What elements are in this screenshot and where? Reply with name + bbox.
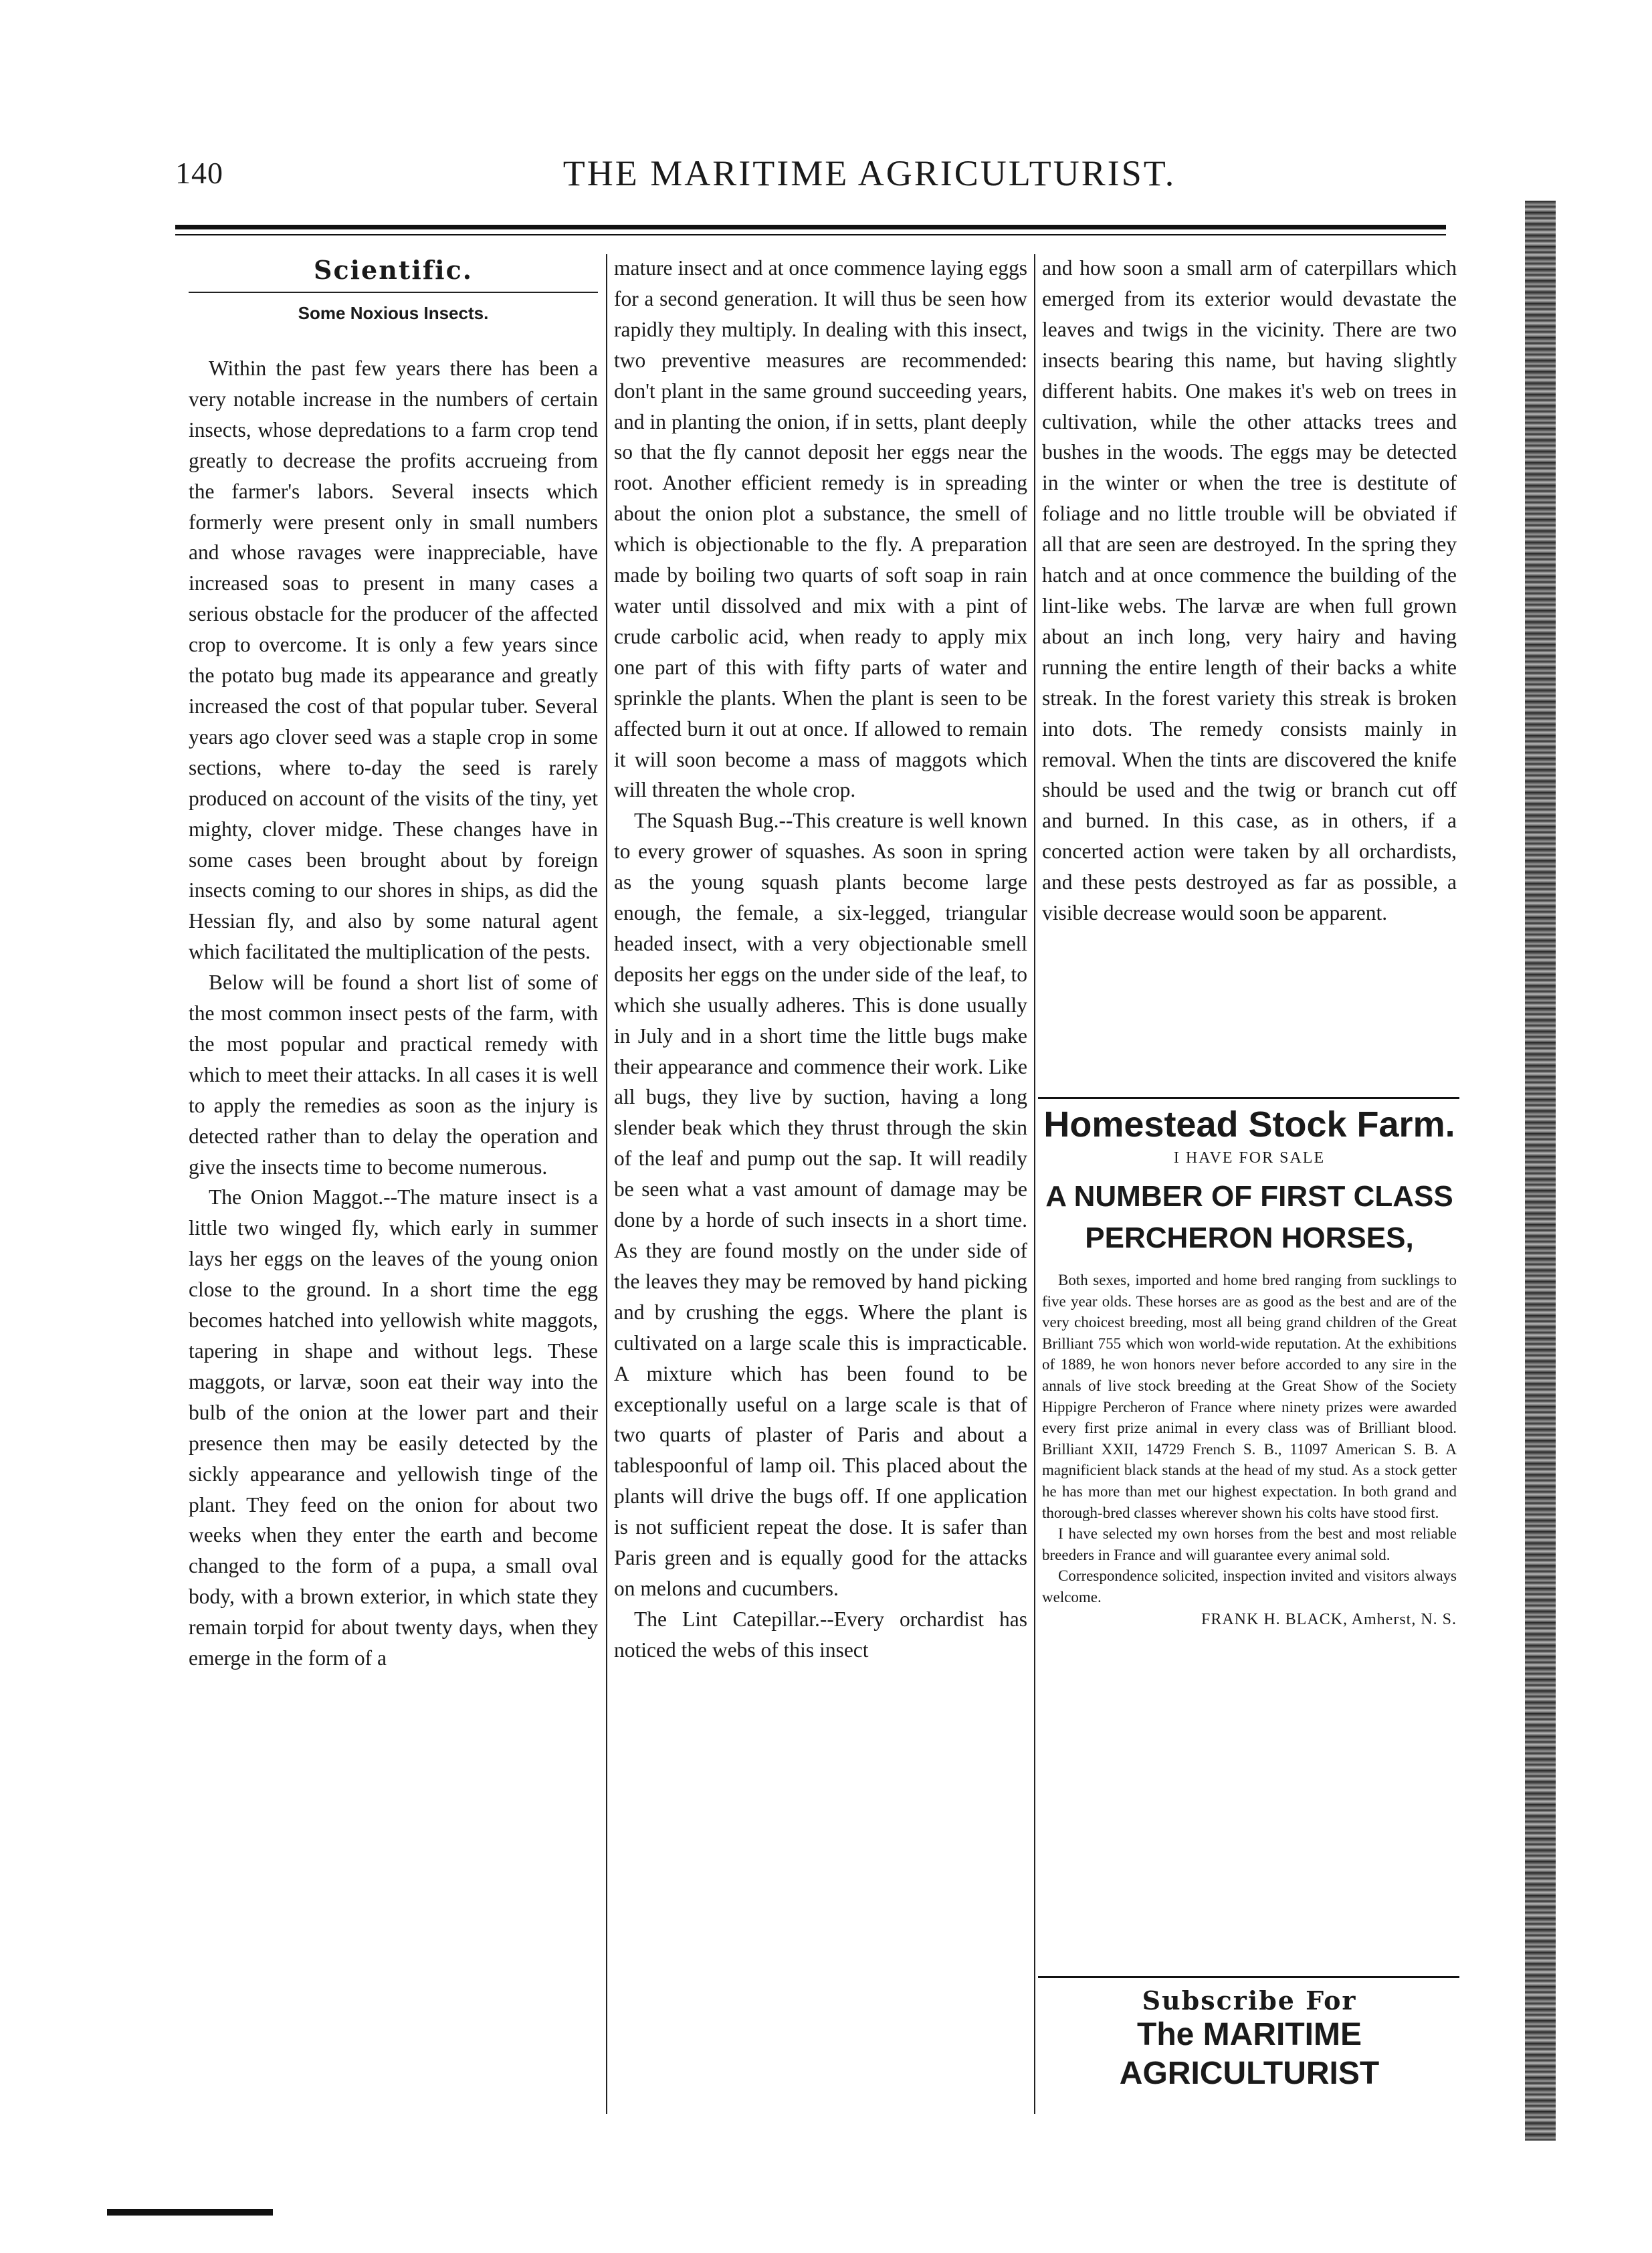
subscribe-line: Subscribe For — [1142, 1985, 1357, 2016]
advert-headline: PERCHERON HORSES, — [1085, 1221, 1414, 1254]
article-paragraph: mature insect and at once commence laying eggs for a second generation. It will thus be seen how rapidly they multiply. In dealing with this insect, two preventive measures are recommended: don't plant in the same ground succeeding years, and in planting the onion, if in setts, plant deeply so that the fly cannot deposit her eggs near the root. Another efficient remedy is in spreading about the onion plot a substance, the smell of which is objectionable to the fly. A preparation made by boiling two quarts of soft soap in rain water until dissolved and mix with a pint of crude carbolic acid, when ready to apply mix one part of this with fifty parts of water and sprinkle the plants. When the plant is seen to be affected burn it out at once. If allowed to remain it will soon become a mass of maggots which will threaten the whole crop. — [614, 256, 1027, 802]
advert-body — [1042, 1270, 1457, 1608]
column-divider-right — [1034, 254, 1035, 2114]
article-paragraph: and how soon a small arm of caterpillars which emerged from its exterior would devastate the leaves and twigs in the vicinity. There are two insects bearing this name, but having slightly different habits. One makes it's web on trees in cultivation, while the other attacks trees and bushes in the woods. The eggs may be detected in the winter or when the tree is destitute of foliage and no little trouble will be obviated if all that are seen are destroyed. In the spring they hatch and at once commence the building of the lint-like webs. The larvæ are when full grown about an inch long, very hairy and having running the entire length of their backs a white streak. In the forest variety this streak is broken into dots. The remedy consists mainly in removal. When the tints are discovered the knife should be used and the twig or branch cut off and burned. In this case, as in others, if a concerted action were taken by all orchardists, and these pests destroyed as far as possible, a visible decrease would soon be apparent. — [1042, 256, 1457, 925]
article-title: Some Noxious Insects. — [298, 303, 489, 323]
subscribe-publication-name: The MARITIME AGRICULTURIST — [1119, 2017, 1380, 2091]
section-title: Scientific. — [314, 255, 473, 285]
article-paragraph: Below will be found a short list of some of the most common insect pests of the farm, with the most popular and practical remedy with which to meet their attacks. In all cases it is well to apply the remedies as soon as the injury is detected rather than to delay the operation and give the insects time to become numerous. — [189, 971, 598, 1179]
advert-paragraph: Both sexes, imported and home bred ranging from sucklings to five year olds. These horses are as good as the best and are of the very choicest breeding, most all being grand children of the Great Brilliant 755 which won world-wide reputation. At the exhibitions of 1889, he won honors never before accorded to any sire in the annals of live stock breeding at the Great Show of the Society Hippigre Percheron of France where ninety prizes were awarded every first prize animal in every class was of Brilliant blood. Brilliant XXII, 14729 French S. B., 11097 American S. B. A magnificient black stands at the head of my stud. As a stock getter he has more than met our highest expectation. In both grand and thorough-bred classes wherever shown his colts have stood first. — [1042, 1272, 1457, 1521]
scan-bottom-mark — [107, 2209, 273, 2216]
subscribe-rule-top — [1038, 1976, 1459, 1978]
article-paragraph: The Squash Bug.--This creature is well known to every grower of squashes. As soon in spring as the young squash plants become large enough, the female, a six-legged, triangular headed insect, with a very objectionable smell deposits her eggs on the under side of the leaf, to which she usually adheres. This is done usually in July and in a short time the little bugs make their appearance and commence their work. Like all bugs, they live by suction, having a long slender beak which they thrust through the skin of the leaf and pump out the sap. It will readily be seen what a vast amount of damage may be done by a horde of such insects in a short time. As they are found mostly on the under side of the leaves they may be removed by hand picking and by crushing the eggs. Where the plant is cultivated on a large scale this is impracticable. A mixture which has been found to be exceptionally useful on a large scale is that of two quarts of plaster of Paris and about a tablespoonful of lamp oil. This placed about the plants will drive the bugs off. If one application is not sufficient repeat the dose. It is safer than Paris green and is equally good for the attacks on melons and cucumbers. — [614, 809, 1027, 1600]
article-paragraph: The Lint Catepillar.--Every orchardist has noticed the webs of this insect — [614, 1607, 1027, 1662]
subscribe-box — [1042, 1985, 1457, 2093]
column-3 — [1042, 253, 1457, 928]
advertisement — [1042, 1104, 1457, 1629]
advert-signature: FRANK H. BLACK, Amherst, N. S. — [1201, 1610, 1457, 1628]
header-rule-thin — [175, 234, 1446, 235]
column-2 — [614, 253, 1027, 1666]
advert-paragraph: I have selected my own horses from the best and most reliable breeders in France and will guarantee every animal sold. — [1042, 1525, 1457, 1563]
column-divider-left — [606, 254, 607, 2114]
column-1 — [189, 253, 598, 1674]
article-paragraph: The Onion Maggot.--The mature insect is a little two winged fly, which early in summer lays her eggs on the leaves of the young onion close to the ground. In a short time the egg becomes hatched into yellowish white maggots, tapering in shape and without legs. These maggots, or larvæ, soon eat their way into the bulb of the onion at the lower part and their presence then may be easily detected by the sickly appearance and yellowish tinge of the plant. They feed on the onion for about two weeks when they enter the earth and become changed to the form of a pupa, a small oval body, with a brown exterior, in which state they remain torpid for about twenty days, when they emerge in the form of a — [189, 1185, 598, 1670]
advert-headline: A NUMBER OF FIRST CLASS — [1045, 1180, 1453, 1213]
advert-title: Homestead Stock Farm. — [1043, 1104, 1455, 1145]
masthead: THE MARITIME AGRICULTURIST. — [562, 153, 1176, 193]
article-paragraph: Within the past few years there has been a very notable increase in the numbers of certain insects, whose depredations to a farm crop tend greatly to decrease the profits accrueing from the farmer's labors. Several insects which formerly were present only in small numbers and whose ravages were inappreciable, have increased soas to present in many cases a serious obstacle for the producer of the affected crop to overcome. It is only a few years since the potato bug made its appearance and greatly increased the cost of that popular tuber. Several years ago clover seed was a staple crop in some sections, where to-day the seed is rarely produced on account of the visits of the tiny, yet mighty, clover midge. These changes have in some cases been brought about by foreign insects coming to our shores in ships, as did the Hessian fly, and also by some natural agent which facilitated the multiplication of the pests. — [189, 357, 598, 964]
advert-subtitle: I HAVE FOR SALE — [1173, 1149, 1326, 1167]
header-rule-thick — [175, 225, 1446, 229]
section-rule — [189, 292, 598, 293]
advert-rule-top — [1038, 1097, 1459, 1099]
page-number: 140 — [175, 156, 223, 190]
advert-paragraph: Correspondence solicited, inspection invited and visitors always welcome. — [1042, 1567, 1457, 1605]
scan-edge-strip — [1525, 201, 1556, 2141]
